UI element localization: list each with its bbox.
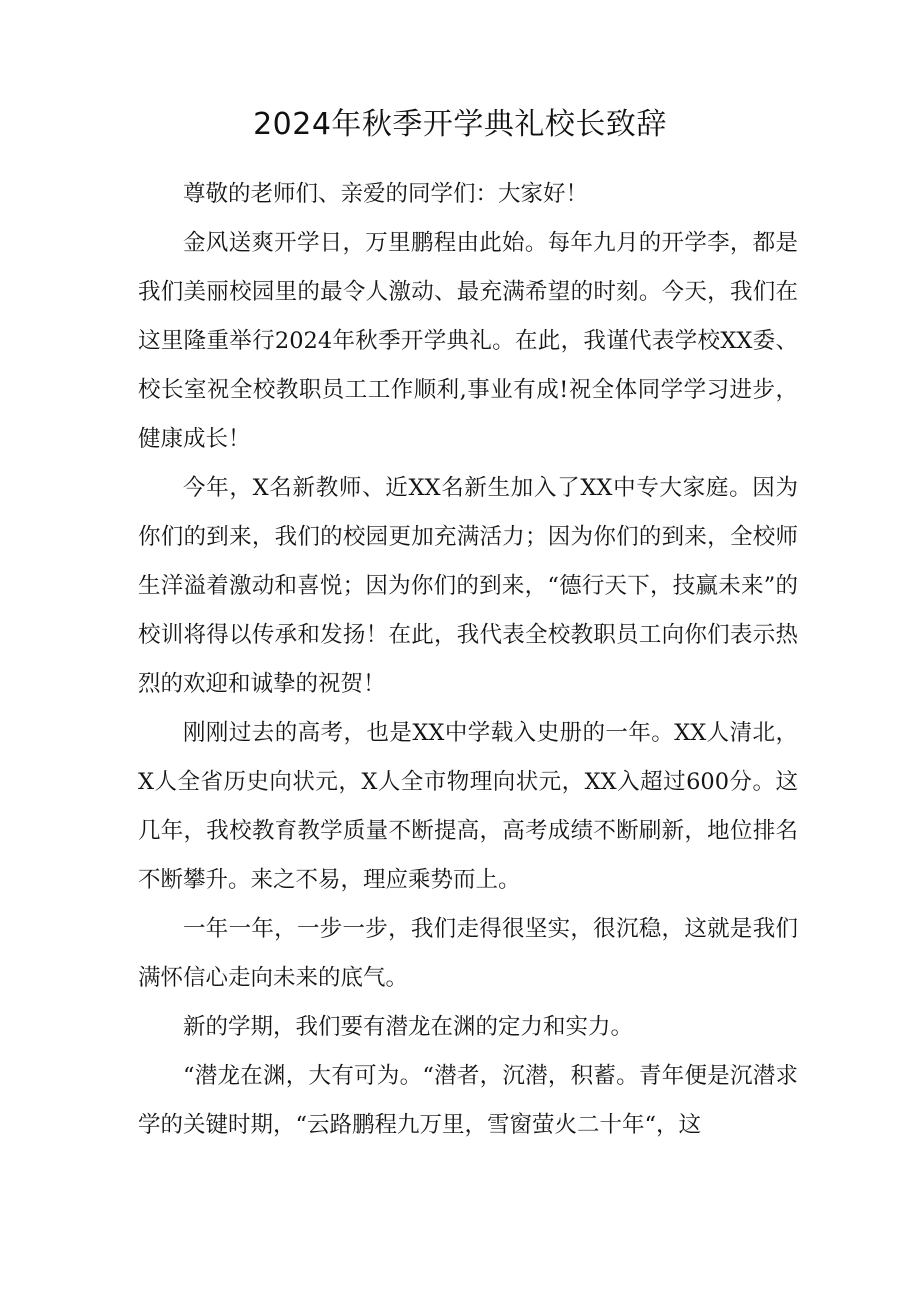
greeting-paragraph: 尊敬的老师们、亲爱的同学们：大家好！ (183, 181, 589, 207)
document-title: 2024年秋季开学典礼校长致辞 (253, 107, 667, 142)
body-paragraph: “潜龙在渊，大有可为。“潜者，沉潜，积蓄。青年便是沉潜求学的关键时期，“云路鹏程九万里，雪窗萤火二十年“，这 (138, 1063, 798, 1138)
body-paragraph: 一年一年，一步一步，我们走得很坚实，很沉稳，这就是我们满怀信心走向未来的底气。 (138, 916, 798, 991)
body-paragraph: 今年，X名新教师、近XX名新生加入了XX中专大家庭。因为你们的到来，我们的校园更加充满活力；因为你们的到来，全校师生洋溢着激动和喜悦；因为你们的到来，“德行天下，技赢未来”的校训将得以传承和发扬！在此，我代表全校教职员工向你们表示热烈的欢迎和诚挚的祝贺！ (138, 475, 798, 697)
document-body (138, 170, 798, 1150)
body-paragraph: 新的学期，我们要有潜龙在渊的定力和实力。 (183, 1014, 634, 1040)
body-paragraph: 金风送爽开学日，万里鹏程由此始。每年九月的开学李，都是我们美丽校园里的最令人激动、最充满希望的时刻。今天，我们在这里隆重举行2024年秋季开学典礼。在此，我谨代表学校XX委、校长室祝全校教职员工工作顺利,事业有成!祝全体同学学习进步，健康成长！ (138, 230, 798, 452)
body-paragraph: 刚刚过去的高考，也是XX中学载入史册的一年。XX人清北，X人全省历史向状元，X人全市物理向状元，XX入超过600分。这几年，我校教育教学质量不断提高，高考成绩不断刷新，地位排名不断攀升。来之不易，理应乘势而上。 (138, 720, 798, 893)
